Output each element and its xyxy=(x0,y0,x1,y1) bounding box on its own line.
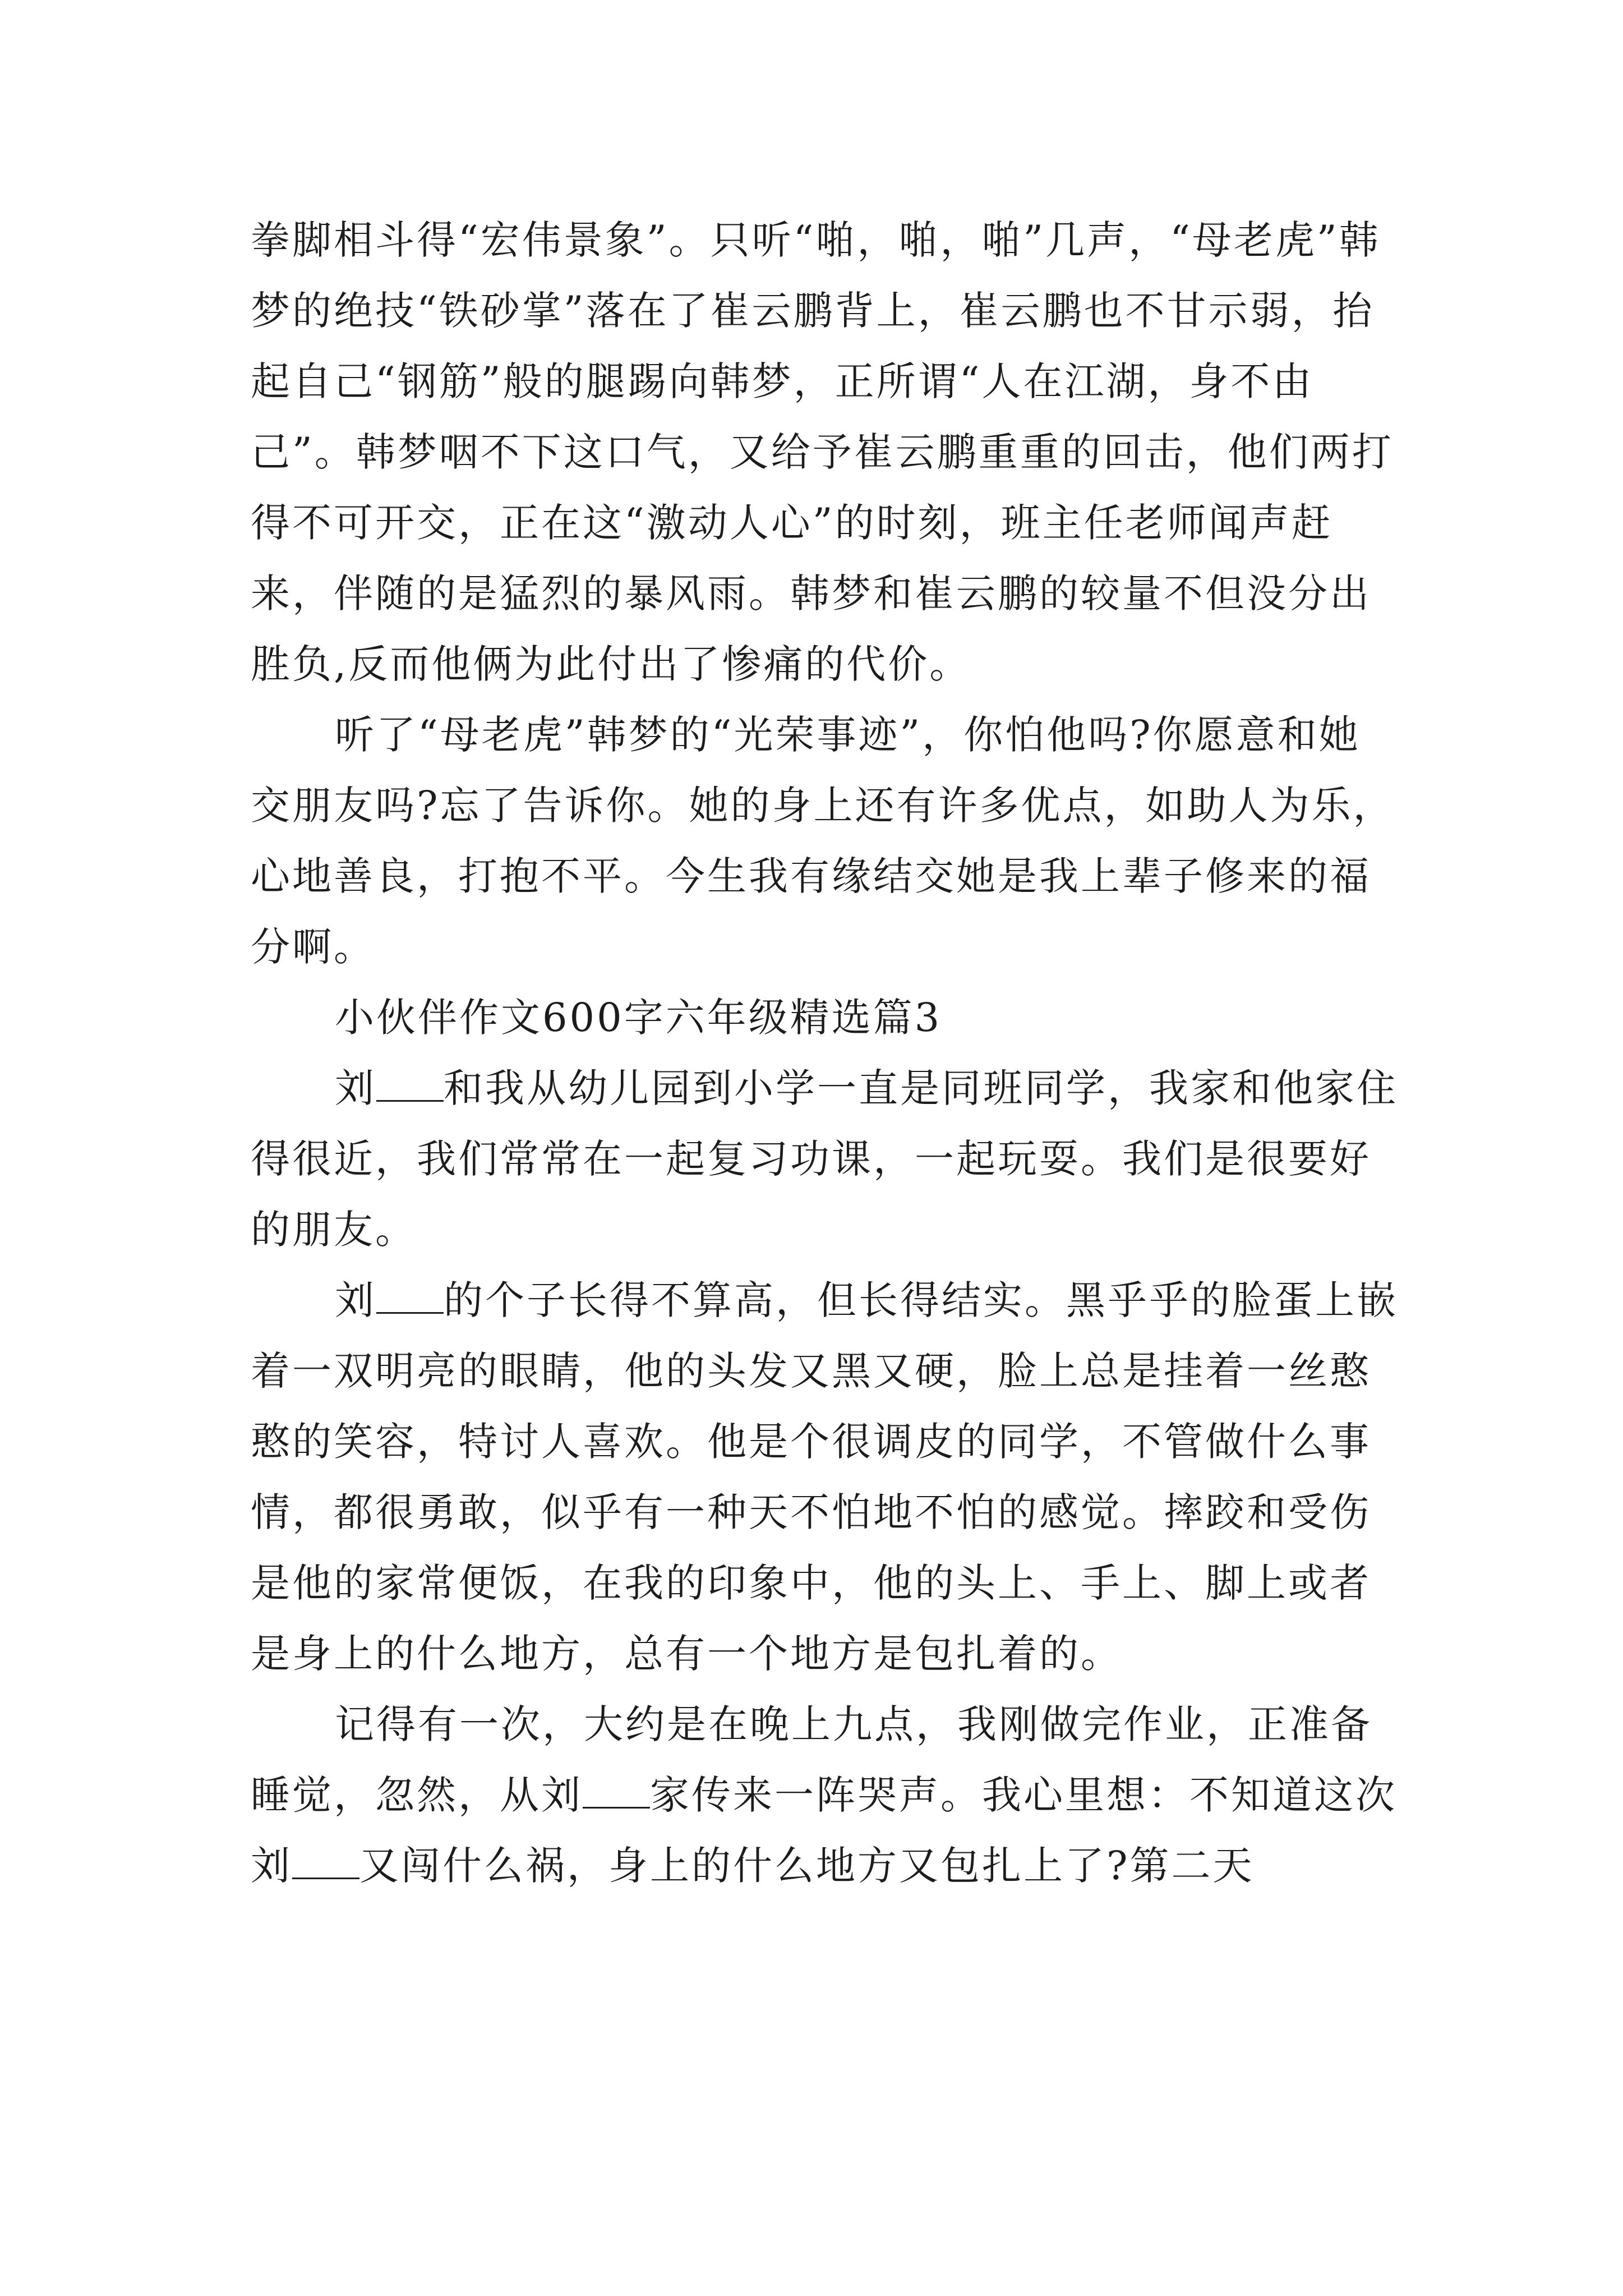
paragraph-text-part2: 家传来一阵哭声。我心里想：不知道这次刘 xyxy=(251,1772,1397,1889)
paragraph-text-part3: 又闯什么祸，身上的什么地方又包扎上了?第二天 xyxy=(359,1843,1255,1889)
paragraph-memory xyxy=(251,1689,1400,1901)
paragraph-text-start: 刘 xyxy=(335,1065,376,1111)
paragraph-text-start: 刘 xyxy=(335,1277,376,1323)
paragraph-fight-story xyxy=(251,205,1400,700)
paragraph-tiger-qualities xyxy=(251,700,1400,982)
heading-text: 小伙伴作文600字六年级精选篇3 xyxy=(335,995,942,1041)
section-heading xyxy=(251,982,1400,1053)
paragraph-text-end: 的个子长得不算高，但长得结实。黑乎乎的脸蛋上嵌着一双明亮的眼睛，他的头发又黑又硬，脸上总是挂着一丝憨憨的笑容，特讨人喜欢。他是个很调皮的同学，不管做什么事情，都很勇敢，似乎有一种天不怕地不怕的感觉。摔跤和受伤是他的家常便饭，在我的印象中，他的头上、手上、脚上或者是身上的什么地方，总有一个地方是包扎着的。 xyxy=(251,1277,1398,1677)
paragraph-text-part1: 记得有一次，大约是在晚上九点，我刚做完作业，正准备睡觉，忽然，从刘 xyxy=(251,1701,1372,1818)
document-body xyxy=(251,205,1400,1901)
paragraph-appearance xyxy=(251,1265,1400,1689)
paragraph-text-end: 和我从幼儿园到小学一直是同班同学，我家和他家住得很近，我们常常在一起复习功课，一起玩耍。我们是很要好的朋友。 xyxy=(251,1065,1398,1253)
paragraph-classmate-intro xyxy=(251,1053,1400,1265)
name-blank xyxy=(292,1845,359,1879)
name-blank xyxy=(583,1774,650,1809)
name-blank xyxy=(376,1280,444,1314)
paragraph-text: 拳脚相斗得“宏伟景象”。只听“啪，啪，啪”几声，“母老虎”韩梦的绝技“铁砂掌”落在了崔云鹏背上，崔云鹏也不甘示弱，抬起自己“钢筋”般的腿踢向韩梦，正所谓“人在江湖，身不由己”。韩梦咽不下这口气，又给予崔云鹏重重的回击，他们两打得不可开交，正在这“激动人心”的时刻，班主任老师闻声赶来，伴随的是猛烈的暴风雨。韩梦和崔云鹏的较量不但没分出胜负,反而他俩为此付出了惨痛的代价。 xyxy=(251,217,1394,687)
paragraph-text: 听了“母老虎”韩梦的“光荣事迹”，你怕他吗?你愿意和她交朋友吗?忘了告诉你。她的身上还有许多优点，如助人为乐，心地善良，打抱不平。今生我有缘结交她是我上辈子修来的福分啊。 xyxy=(251,712,1395,970)
name-blank xyxy=(376,1068,444,1102)
